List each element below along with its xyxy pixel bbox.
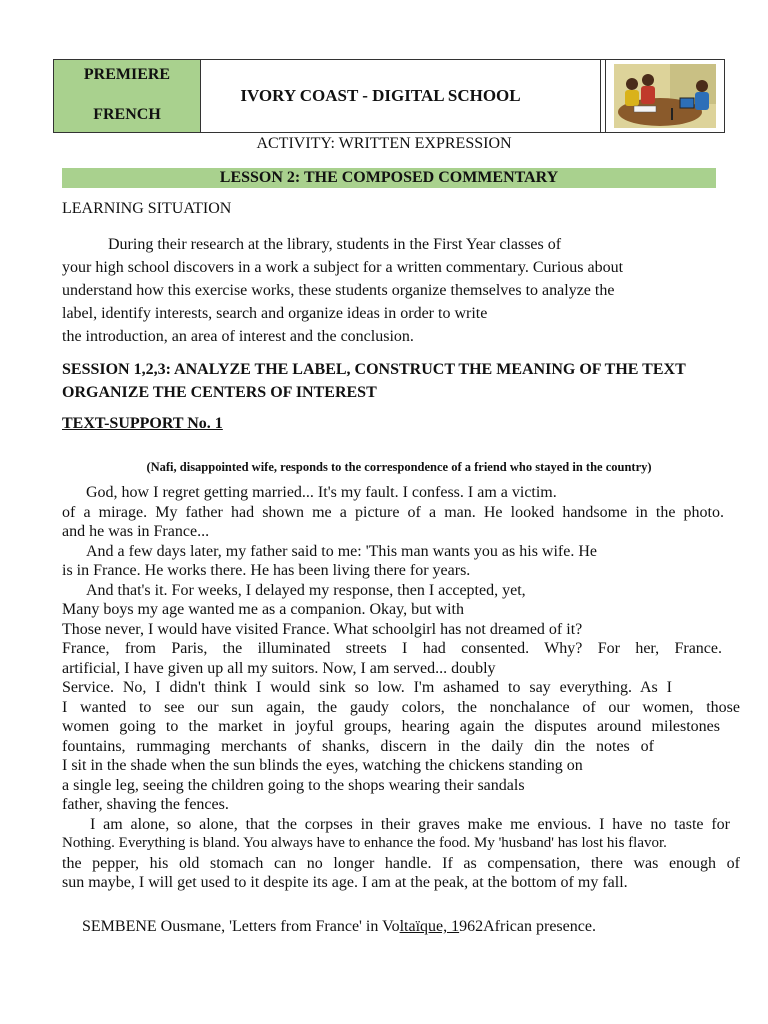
citation-prefix: SEMBENE Ousmane, 'Letters from France' in Vo [82,918,400,935]
text-line: I wanted to see our sun again, the gaudy colors, the nonchalance of our women, those [62,698,740,716]
text-line: Many boys my age wanted me as a companion. Okay, but with [62,601,464,618]
text-line: is in France. He works there. He has been living there for years. [62,562,471,579]
session-heading [62,358,742,404]
text-line: Nothing. Everything is bland. You always have to enhance the food. My 'husband' has lost his flavor. [62,835,667,851]
situation-line: your high school discovers in a work a subject for a written commentary. Curious about [62,259,624,276]
text-line: of a mirage. My father had shown me a picture of a man. He looked handsome in the photo. [62,503,724,521]
text-intro-note: (Nafi, disappointed wife, responds to the correspondence of a friend who stayed in the country) [146,460,652,474]
learning-situation-paragraph [62,233,722,348]
text-line: Those never, I would have visited France. What schoolgirl has not dreamed of it? [62,620,583,638]
session-line: ORGANIZE THE CENTERS OF INTEREST [62,384,377,401]
text-line: Service. No, I didn't think I would sink so low. I'm ashamed to say everything. As I [62,679,672,696]
text-line: I sit in the shade when the sun blinds the eyes, watching the chickens standing on [62,757,583,774]
situation-line: the introduction, an area of interest and the conclusion. [62,328,414,345]
citation-suffix: 962African presence. [459,918,596,935]
text-line: the pepper, his old stomach can no longer handle. If as compensation, there was enough of [62,854,740,872]
text-line: fountains, rummaging merchants of shanks, discern in the daily din the notes of [62,737,654,755]
citation-underlined: ltaïque, 1 [399,918,460,935]
header-image-cell [605,60,724,132]
learning-situation-title: LEARNING SITUATION [62,200,232,217]
situation-line: label, identify interests, search and organize ideas in order to write [62,305,488,322]
students-classroom-illustration [610,62,720,130]
text-line: I am alone, so alone, that the corpses in their graves make me envious. I have no taste for [90,815,730,833]
header-school: IVORY COAST - DIGITAL SCHOOL [240,86,521,105]
activity-title: ACTIVITY: WRITTEN EXPRESSION [256,135,512,152]
session-line: SESSION 1,2,3: ANALYZE THE LABEL, CONSTRUCT THE MEANING OF THE TEXT [62,361,686,378]
text-line: And a few days later, my father said to me: 'This man wants you as his wife. He [86,542,597,560]
text-line: and he was in France... [62,523,210,540]
situation-line: understand how this exercise works, these students organize themselves to analyze the [62,282,615,299]
header-subject: FRENCH [93,106,161,123]
header-table [53,59,725,133]
text-line: And that's it. For weeks, I delayed my response, then I accepted, yet, [86,581,526,599]
header-level: PREMIERE [83,66,171,83]
support-text [62,483,748,893]
text-support-heading: TEXT-SUPPORT No. 1 [62,415,223,432]
text-line: sun maybe, I will get used to it despite its age. I am at the peak, at the bottom of my fall. [62,874,628,891]
text-line: women going to the market in joyful groups, hearing again the disputes around milestones [62,718,720,735]
lesson-title: LESSON 2: THE COMPOSED COMMENTARY [62,168,716,188]
situation-line: During their research at the library, students in the First Year classes of [108,236,562,253]
header-level-cell [54,60,201,132]
text-line: artificial, I have given up all my suitors. Now, I am served... doubly [62,659,496,677]
text-line: France, from Paris, the illuminated streets I had consented. Why? For her, France. [62,640,722,657]
text-line: God, how I regret getting married... It's my fault. I confess. I am a victim. [86,484,557,501]
header-school-cell [201,60,600,132]
text-line: a single leg, seeing the children going to the shops wearing their sandals [62,776,525,794]
source-citation [82,918,596,936]
text-line: father, shaving the fences. [62,796,229,813]
